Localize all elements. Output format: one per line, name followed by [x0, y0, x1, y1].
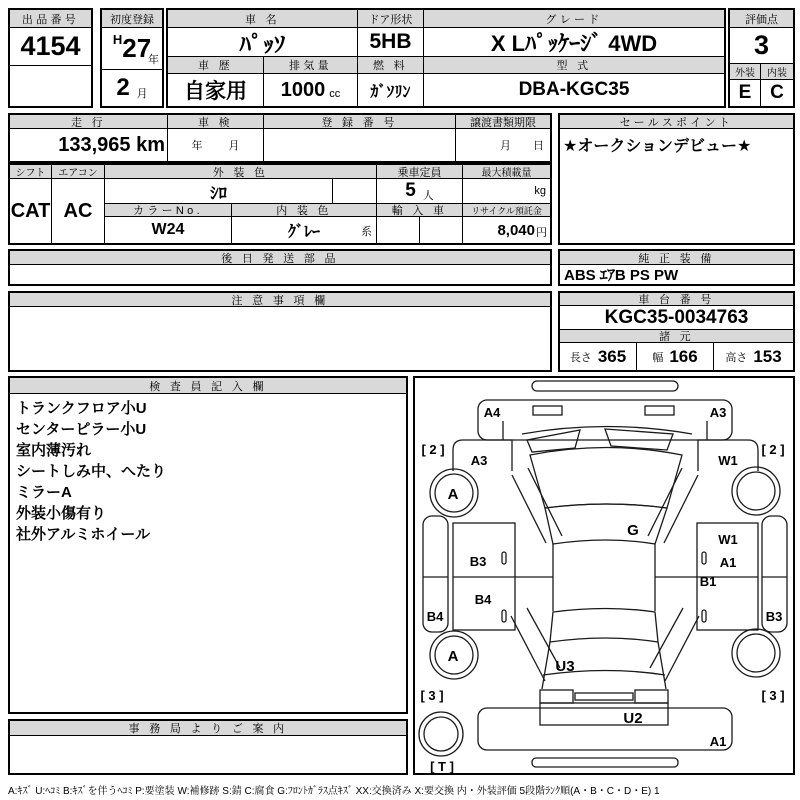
chassis-label: 車 台 番 号: [560, 293, 793, 306]
grade-label: グレード: [424, 10, 724, 28]
month-suffix: 月: [136, 88, 148, 100]
trunk-panel: [540, 703, 668, 725]
transfer-deadline-label: 譲渡書類期限: [456, 115, 550, 129]
damage-label: A1: [709, 734, 727, 749]
aircon-label: エアコン: [52, 165, 104, 179]
inspector-line: 室内薄汚れ: [16, 442, 92, 459]
first-registration-month: [102, 70, 162, 106]
transfer-deadline-value: [456, 129, 550, 161]
import-label: 輸 入 車: [377, 204, 462, 217]
inspection-label: 車 検: [168, 115, 264, 129]
spare-tire: [419, 712, 463, 756]
sales-point-label: セールスポイント: [560, 115, 793, 129]
width-value: 166: [669, 346, 698, 366]
headlight-right: [645, 406, 674, 415]
max-load-label: 最大積載量: [463, 165, 550, 179]
interior-color-value: [232, 217, 376, 243]
windshield: [530, 448, 682, 509]
inspector-line: ミラーA: [16, 484, 72, 501]
taillight-right: [635, 690, 668, 703]
length-label: 長さ: [569, 351, 592, 364]
damage-label: G: [627, 522, 639, 539]
length-cell: [560, 343, 637, 370]
interior-color-name: ｸﾞﾚｰ: [287, 223, 320, 241]
recycle-label: リサイクル預託金: [463, 204, 550, 217]
parts-label: 後 日 発 送 部 品: [10, 251, 550, 265]
parts-value: [10, 265, 550, 284]
capacity-value: [377, 179, 462, 204]
equipment-box: [558, 249, 795, 286]
registration-label: 登 録 番 号: [264, 115, 456, 129]
damage-label: A4: [483, 405, 501, 420]
rear-window: [550, 609, 658, 643]
height-label: 高さ: [725, 351, 748, 364]
car-name-value: ﾊﾟｯｿ: [168, 28, 358, 56]
capacity-label: 乗車定員: [377, 165, 462, 179]
front-bumper-strip: [532, 381, 678, 391]
max-load-value: kg: [463, 179, 550, 204]
import-cell-2: [420, 217, 462, 243]
score-box: [728, 8, 795, 108]
chassis-value: KGC35-0034763: [560, 306, 793, 330]
first-registration-year: [102, 28, 162, 70]
chassis-box: [558, 291, 795, 372]
model-label: 型 式: [424, 57, 724, 74]
score-value: 3: [730, 28, 793, 64]
damage-label: U3: [555, 658, 575, 675]
tire-depth-label: [ 3 ]: [420, 688, 444, 703]
inspector-line: 社外アルミホイール: [16, 526, 151, 543]
door-shape-value: 5HB: [358, 28, 424, 56]
wheel-rear-right: [732, 629, 780, 677]
transfer-month: 月: [500, 140, 511, 152]
first-registration-box: [100, 8, 164, 108]
door-handle: [702, 610, 706, 622]
inspector-line: センターピラー小U: [16, 421, 147, 438]
history-value: 自家用: [168, 74, 264, 106]
lot-number-value: 4154: [10, 28, 91, 66]
inspection-year: 年: [191, 140, 203, 152]
color-no-value: W24: [105, 217, 232, 243]
spare-tire-label: [ T ]: [430, 759, 454, 773]
era-code: H: [112, 32, 123, 47]
damage-diagram-box: [413, 376, 795, 775]
shift-label: シフト: [10, 165, 51, 179]
rear-bumper-strip: [532, 758, 678, 767]
history-label: 車 歴: [168, 57, 264, 74]
car-damage-diagram: [415, 378, 793, 773]
notes-box: [8, 291, 552, 372]
sales-point-value: ★オークションデビュー★: [563, 138, 752, 155]
tire-depth-label: [ 2 ]: [421, 442, 445, 457]
legend-text: A:ｷｽﾞ U:ﾍｺﾐ B:ｷｽﾞを伴うﾍｺﾐ P:要塗装 W:補修跡 S:錆 C:腐食 G:ﾌﾛﾝﾄｶﾞﾗｽ点ｷｽﾞ XX:交換済み X:要交換 内・外装評価 5段階ﾗﾝｸ順(A・B・C・D・E) 1: [8, 786, 660, 797]
damage-label: W1: [718, 532, 738, 547]
import-cell-1: [377, 217, 420, 243]
damage-label: A3: [470, 453, 488, 468]
damage-label: A1: [719, 555, 737, 570]
wheel-front-right: [732, 467, 780, 515]
dimensions-label: 諸 元: [560, 330, 793, 343]
exterior-color-label: 外 装 色: [105, 165, 376, 179]
windshield-lower: [545, 504, 667, 544]
lot-empty-cell: [10, 66, 91, 104]
inspector-line: シートしみ中、へたり: [16, 463, 167, 480]
first-registration-label: 初度登録: [102, 10, 162, 28]
equipment-label: 純 正 装 備: [560, 251, 793, 265]
door-shape-label: ドア形状: [358, 10, 424, 28]
recycle-amount: 8,040: [497, 221, 535, 239]
height-value: 153: [753, 346, 782, 366]
exterior-color-value: ｼﾛ: [105, 179, 333, 203]
headlight-left: [533, 406, 562, 415]
lot-number-box: [8, 8, 93, 108]
license-bar: [575, 693, 633, 700]
door-handle: [502, 610, 506, 622]
damage-label: B4: [474, 592, 492, 607]
damage-label: B1: [699, 574, 717, 589]
tire-depth-label: [ 3 ]: [761, 688, 785, 703]
height-cell: [714, 343, 793, 370]
damage-label: U2: [623, 710, 643, 727]
equipment-value: ABS ｴｱB PS PW: [564, 267, 679, 284]
exterior-label: 外装: [730, 64, 761, 79]
inspector-line: 外装小傷有り: [16, 505, 107, 522]
fuel-value: ｶﾞｿﾘﾝ: [358, 74, 424, 106]
car-name-label: 車 名: [168, 10, 358, 28]
inspector-notes: [10, 394, 406, 549]
door-handle: [702, 552, 706, 564]
rear-bumper: [478, 708, 732, 750]
recycle-unit: 円: [536, 227, 547, 239]
inspector-box: [8, 376, 408, 714]
reg-month-value: 2: [116, 74, 130, 101]
notes-label: 注 意 事 項 欄: [10, 293, 550, 307]
interior-grade-value: C: [770, 82, 784, 103]
width-label: 幅: [652, 351, 664, 364]
parts-box: [8, 249, 552, 286]
displacement-label: 排気量: [264, 57, 358, 74]
office-box: [8, 719, 408, 775]
tire-depth-label: [ 2 ]: [761, 442, 785, 457]
taillight-left: [540, 690, 573, 703]
mileage-value: 133,965 km: [10, 129, 168, 161]
transfer-day: 日: [533, 140, 544, 152]
year-suffix: 年: [148, 54, 159, 66]
interior-label: 内装: [761, 64, 793, 79]
damage-label: A: [447, 648, 459, 665]
damage-label: B3: [469, 554, 487, 569]
damage-label: W1: [718, 453, 738, 468]
inspection-value: [168, 129, 264, 161]
capacity-number: 5: [405, 180, 416, 201]
grade-value: X Lﾊﾟｯｹｰｼﾞ 4WD: [490, 30, 658, 56]
spec-section: [8, 163, 552, 245]
damage-label: B3: [765, 609, 783, 624]
length-value: 365: [597, 346, 627, 366]
damage-label: B4: [426, 609, 444, 624]
door-handle: [502, 552, 506, 564]
inspector-line: トランクフロア小U: [16, 400, 147, 417]
lot-number-label: 出品番号: [10, 10, 91, 28]
fuel-label: 燃 料: [358, 57, 424, 74]
hood-panel: [478, 400, 732, 440]
damage-label: A: [447, 486, 459, 503]
mileage-label: 走 行: [10, 115, 168, 129]
score-label: 評価点: [730, 10, 793, 28]
mileage-section: [8, 113, 552, 163]
displacement-value: [264, 74, 358, 106]
damage-label: A3: [709, 405, 727, 420]
model-value: DBA-KGC35: [518, 79, 630, 100]
capacity-unit: 人: [422, 189, 434, 202]
inspection-month: 月: [228, 140, 240, 152]
reg-year-value: 27: [122, 33, 152, 63]
displacement-unit: cc: [329, 88, 341, 100]
registration-value: [264, 129, 456, 161]
exterior-grade-value: E: [730, 80, 761, 106]
interior-color-label: 内 装 色: [232, 204, 376, 217]
aircon-value: AC: [63, 199, 93, 222]
recycle-value: [463, 217, 550, 243]
exterior-color-extra-cell: [333, 179, 376, 203]
vehicle-main-box: [166, 8, 726, 108]
inspector-label: 検 査 員 記 入 欄: [10, 378, 406, 394]
width-cell: [637, 343, 714, 370]
interior-color-suffix: 系: [361, 226, 372, 238]
displacement-number: 1000: [280, 78, 326, 101]
shift-value: CAT: [10, 199, 51, 222]
office-label: 事 務 局 よ り ご 案 内: [10, 721, 406, 736]
color-no-label: カラーNo.: [105, 204, 232, 217]
sales-point-box: [558, 113, 795, 245]
